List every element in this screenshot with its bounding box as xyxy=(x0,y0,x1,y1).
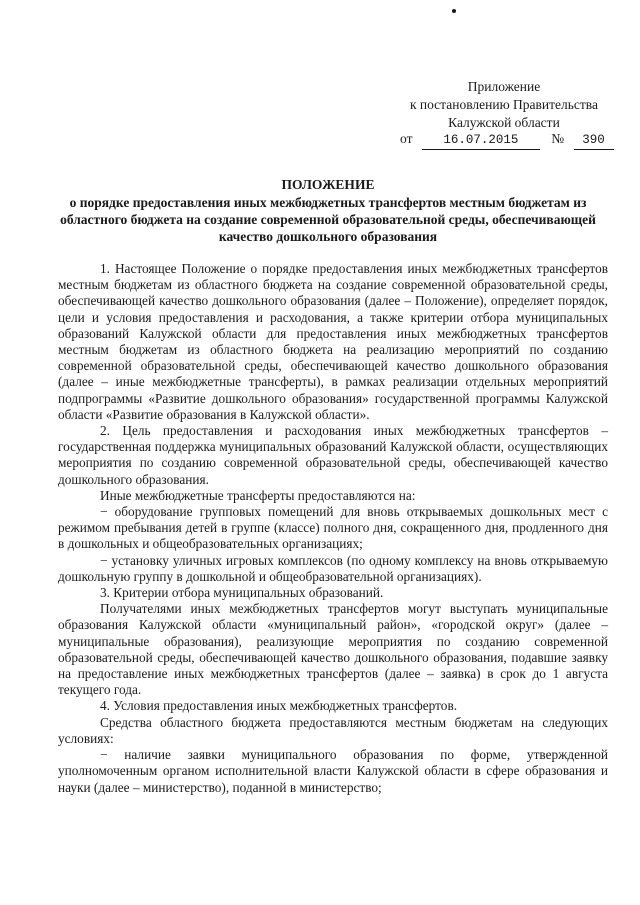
paragraph: Получателями иных межбюджетных трансфертов могут выступать муниципальные образования Калужской области «муниципальный район», «городской округ» (далее – муниципальные образования), реализующие мероприятия по созданию современной образовательной среды, обеспечивающей качество дошкольного образования, подавшие заявку на предоставление иных межбюджетных трансфертов (далее – заявка) в срок до 1 августа текущего года. xyxy=(58,601,608,698)
resolution-date: 16.07.2015 xyxy=(422,131,540,150)
paragraph: 3. Критерии отбора муниципальных образований. xyxy=(100,585,384,601)
paragraph: − установку уличных игровых комплексов (по одному комплексу на вновь открываемую дошкольную группу в дошкольной и общеобразовательной организациях). xyxy=(58,552,608,584)
resolution-date-line xyxy=(400,130,614,150)
appendix-region: Калужской области xyxy=(448,115,560,130)
title-main: ПОЛОЖЕНИЕ xyxy=(281,177,375,192)
paragraph: Средства областного бюджета предоставляются местным бюджетам на следующих условиях: xyxy=(58,714,608,746)
scan-speck xyxy=(452,9,456,13)
appendix-header xyxy=(410,78,598,132)
paragraph: − оборудование групповых помещений для вновь открываемых дошкольных мест с режимом пребывания детей в группе (классе) полного дня, сокращенного дня, продленного дня в дошкольных и общеобразовательных организациях; xyxy=(58,504,608,552)
title-subtitle: о порядке предоставления иных межбюджетных трансфертов местным бюджетам из областного бюджета на создание современной образовательной среды, обеспечивающей качество дошкольного образования xyxy=(60,195,596,244)
paragraph: 2. Цель предоставления и расходования иных межбюджетных трансфертов – государственная поддержка муниципальных образований Калужской области, осуществляющих мероприятия по созданию современной образовательной среды, обеспечивающей качество дошкольного образования. xyxy=(58,423,608,487)
paragraph: Иные межбюджетные трансферты предоставляются на: xyxy=(100,487,416,503)
resolution-number: 390 xyxy=(574,131,614,150)
appendix-label: Приложение xyxy=(467,79,541,94)
paragraph: 4. Условия предоставления иных межбюджетных трансфертов. xyxy=(100,698,458,714)
date-prefix: от xyxy=(400,131,413,146)
paragraph: 1. Настоящее Положение о порядке предоставления иных межбюджетных трансфертов местным бюджетам из областного бюджета на создание современной образовательной среды, обеспечивающей качество дошкольного образования (далее – Положение), определяет порядок, цели и условия предоставления и расходования, а также критерии отбора муниципальных образований Калужской области для предоставления иных межбюджетных трансфертов местным бюджетам из областного бюджета на реализацию мероприятий по созданию современной образовательной среды, обеспечивающей качество дошкольного образования (далее – иные межбюджетные трансферты), в рамках реализации отдельных мероприятий подпрограммы «Развитие дошкольного образования» государственной программы Калужской области «Развитие образования в Калужской области». xyxy=(58,261,608,422)
number-prefix: № xyxy=(551,131,565,146)
appendix-resolution: к постановлению Правительства xyxy=(409,97,598,112)
document-title xyxy=(48,176,608,245)
document-body xyxy=(58,261,608,796)
paragraph: − наличие заявки муниципального образования по форме, утвержденной уполномоченным органом исполнительной власти Калужской области в сфере образования и науки (далее – министерство), поданной в министерство; xyxy=(58,747,608,795)
